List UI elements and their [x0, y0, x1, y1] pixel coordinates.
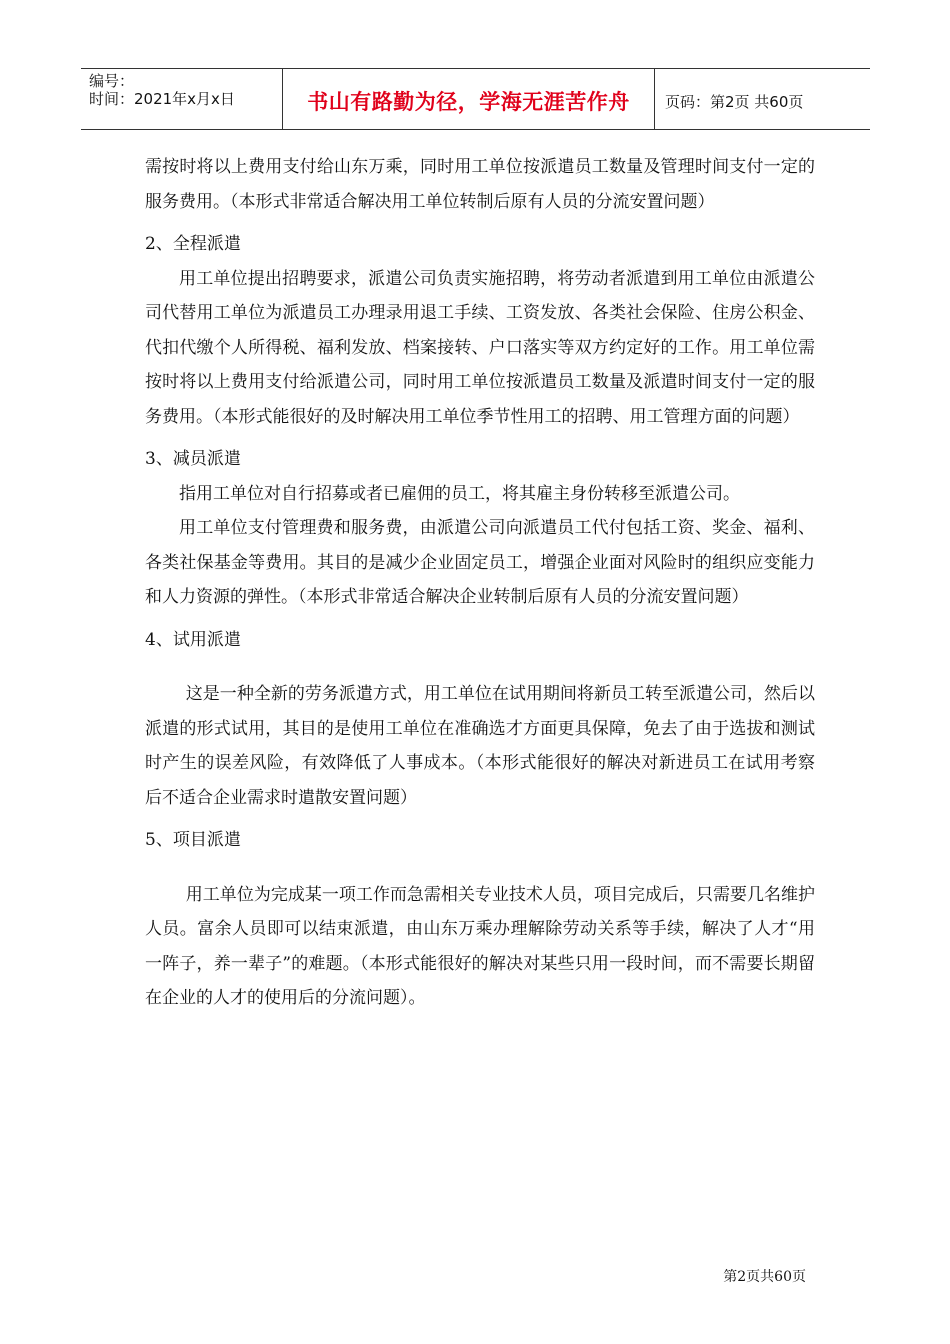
section-heading: 3、减员派遣 [145, 449, 241, 469]
section-paragraph: 用工单位为完成某一项工作而急需相关专业技术人员，项目完成后，只需要几名维护人员。富余人员即可以结束派遣，由山东万乘办理解除劳动关系等手续，解决了人才“用一阵子，养一辈子”的难题。（本形式能很好的解决对某些只用一段时间，而不需要长期留在企业的人才的使用后的分流问题）。 [145, 884, 815, 1008]
header-motto-cell [283, 69, 655, 129]
serial-label: 编号： [89, 72, 135, 90]
time-label: 时间：2021年x月x日 [89, 90, 235, 108]
intro-paragraph: 需按时将以上费用支付给山东万乘，同时用工单位按派遣员工数量及管理时间支付一定的服务费用。（本形式非常适合解决用工单位转制后原有人员的分流安置问题） [145, 157, 815, 212]
motto: 书山有路勤为径，学海无涯苦作舟 [307, 90, 630, 114]
page-header [81, 68, 870, 130]
section-paragraph: 用工单位支付管理费和服务费，由派遣公司向派遣员工代付包括工资、奖金、福利、各类社保基金等费用。其目的是减少企业固定员工，增强企业面对风险时的组织应变能力和人力资源的弹性。（本形式非常适合解决企业转制后原有人员的分流安置问题） [145, 518, 815, 607]
header-meta [81, 69, 283, 129]
section-paragraph: 指用工单位对自行招募或者已雇佣的员工，将其雇主身份转移至派遣公司。 [179, 483, 740, 504]
section-heading: 4、试用派遣 [145, 629, 241, 650]
section-paragraph: 这是一种全新的劳务派遣方式，用工单位在试用期间将新员工转至派遣公司，然后以派遣的形式试用，其目的是使用工单位在准确选才方面更具保障，免去了由于选拔和测试时产生的误差风险，有效降低了人事成本。（本形式能很好的解决对新进员工在试用考察后不适合企业需求时遣散安置问题） [145, 684, 815, 808]
section-heading: 2、全程派遣 [145, 234, 241, 254]
section-paragraph: 用工单位提出招聘要求，派遣公司负责实施招聘，将劳动者派遣到用工单位由派遣公司代替用工单位为派遣员工办理录用退工手续、工资发放、各类社会保险、住房公积金、代扣代缴个人所得税、福利发放、档案接转、户口落实等双方约定好的工作。用工单位需按时将以上费用支付给派遣公司，同时用工单位按派遣员工数量及派遣时间支付一定的服务费用。（本形式能很好的及时解决用工单位季节性用工的招聘、用工管理方面的问题） [145, 268, 815, 427]
document-body [145, 150, 815, 1016]
page-label: 页码：第2页 共60页 [665, 92, 804, 111]
section-heading: 5、项目派遣 [145, 830, 241, 850]
page-footer: 第2页共60页 [723, 1269, 806, 1285]
header-page-cell [655, 69, 870, 129]
